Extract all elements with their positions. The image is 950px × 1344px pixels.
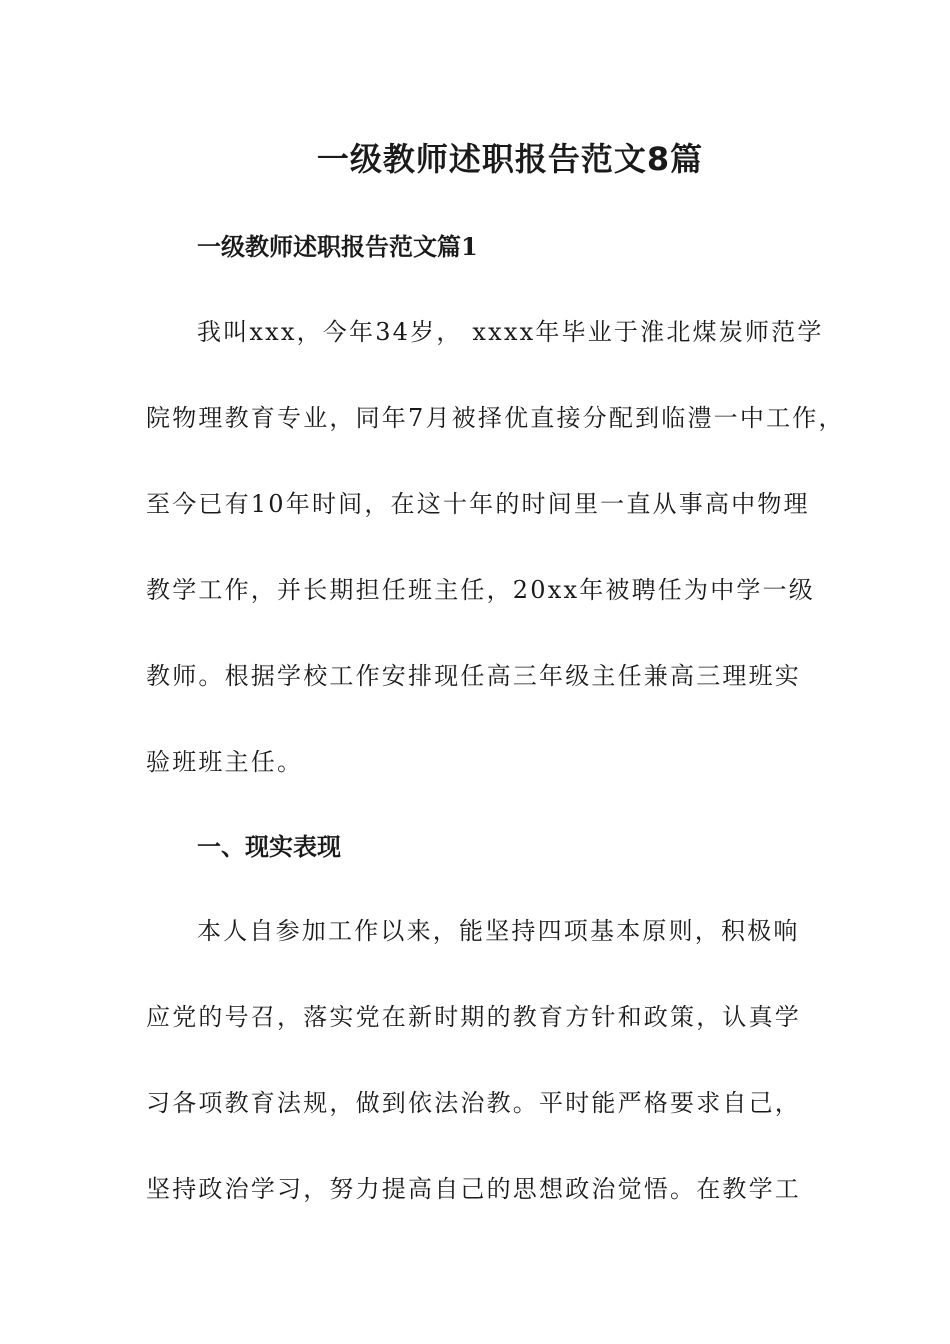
paragraph-line: 验班班主任。 — [146, 748, 304, 776]
paragraph-line: 教学工作，并长期担任班主任，20xx年被聘任为中学一级 — [146, 576, 816, 604]
paragraph-line: 我叫xxx，今年34岁， xxxx年毕业于淮北煤炭师范学 — [197, 318, 824, 346]
paragraph-line: 至今已有10年时间，在这十年的时间里一直从事高中物理 — [146, 490, 810, 518]
paragraph-line: 习各项教育法规，做到依法治教。平时能严格要求自己， — [146, 1089, 801, 1117]
paragraph-line: 院物理教育专业，同年7月被择优直接分配到临澧一中工作， — [146, 404, 845, 432]
paragraph-line: 应党的号召，落实党在新时期的教育方针和政策，认真学 — [146, 1003, 801, 1031]
paragraph-line: 本人自参加工作以来，能坚持四项基本原则，积极响 — [197, 917, 800, 945]
section-heading: 一级教师述职报告范文篇1 — [197, 232, 478, 261]
subsection-heading: 一、现实表现 — [197, 832, 341, 861]
paragraph-line: 教师。根据学校工作安排现任高三年级主任兼高三理班实 — [146, 662, 801, 690]
document-title: 一级教师述职报告范文8篇 — [316, 140, 704, 178]
paragraph-line: 坚持政治学习，努力提高自己的思想政治觉悟。在教学工 — [146, 1175, 801, 1203]
